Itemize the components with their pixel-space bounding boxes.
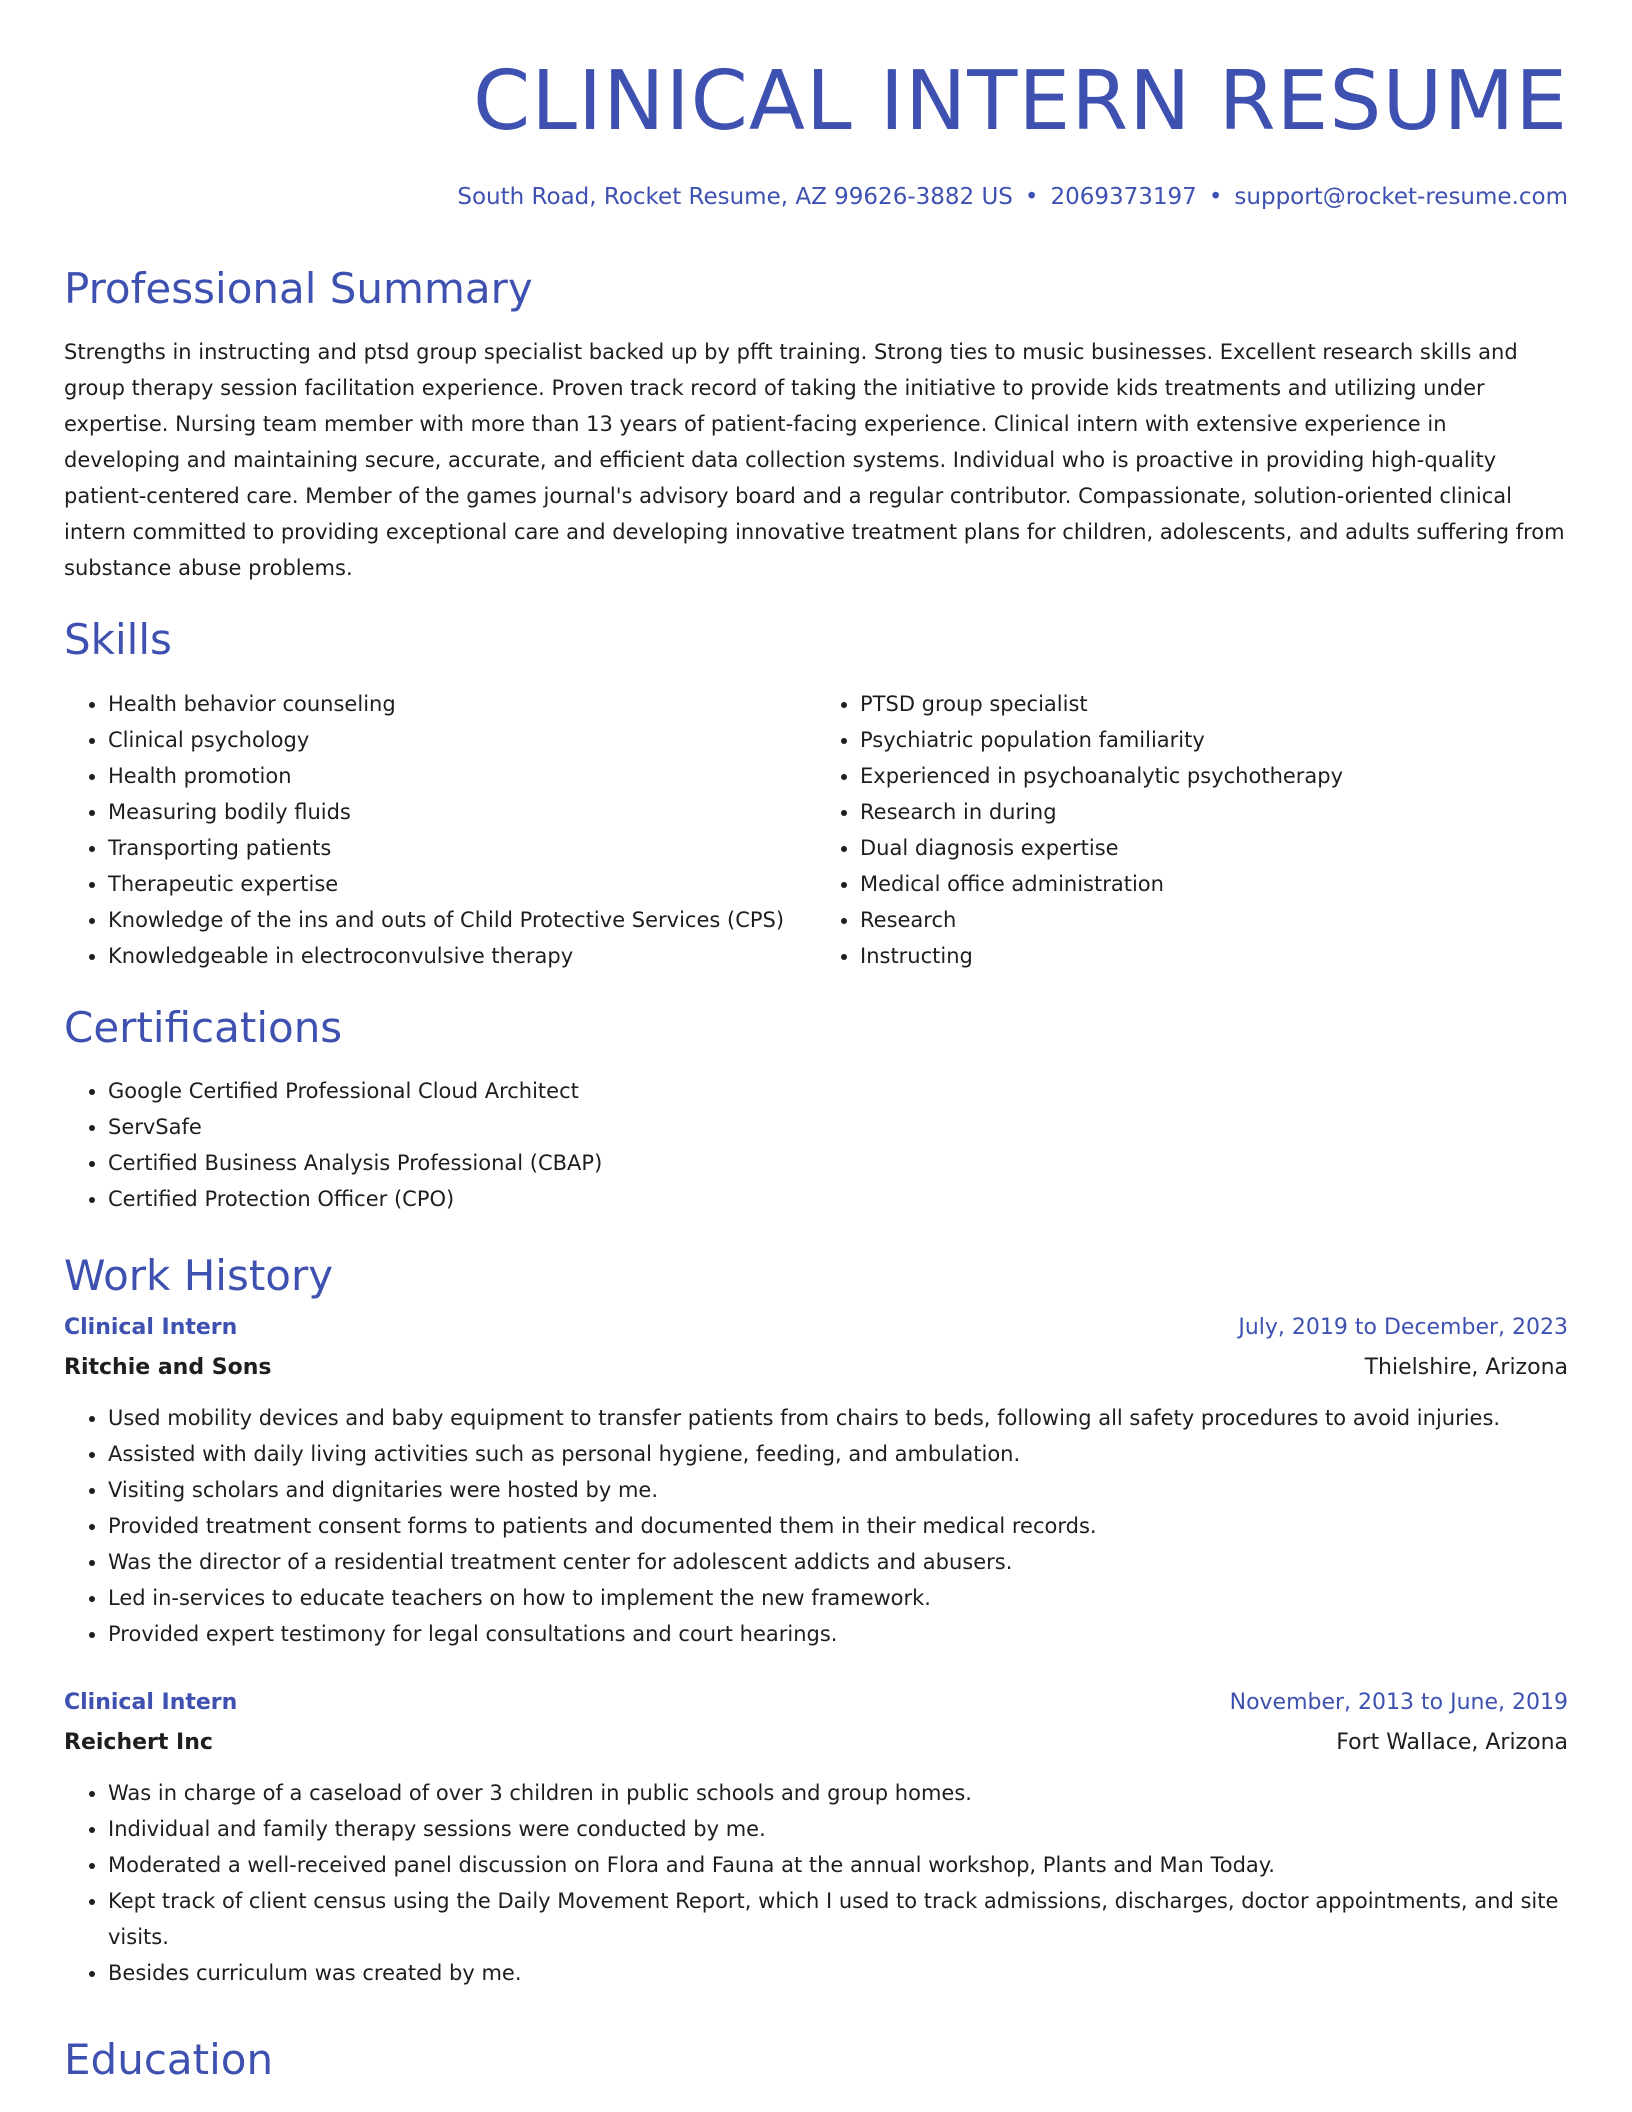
job-dates: November, 2013 to June, 2019 xyxy=(1229,1690,1568,1715)
contact-separator: • xyxy=(1024,184,1039,210)
job-bullet: • Individual and family therapy sessions were conducted by me. xyxy=(108,1811,1568,1847)
skill-item: • Knowledgeable in electroconvulsive therapy xyxy=(108,938,816,974)
skills-heading: Skills xyxy=(64,615,172,664)
skill-item: • Psychiatric population familiarity xyxy=(860,722,1568,758)
contact-separator: • xyxy=(1208,184,1223,210)
certifications-heading: Certifications xyxy=(64,1003,343,1052)
contact-address: South Road, Rocket Resume, AZ 99626-3882 US xyxy=(457,184,1013,210)
job-bullet: • Led in-services to educate teachers on how to implement the new framework. xyxy=(108,1580,1568,1616)
job-bullet: • Besides curriculum was created by me. xyxy=(108,1955,1568,1991)
job-bullet: • Assisted with daily living activities such as personal hygiene, feeding, and ambulation. xyxy=(108,1436,1568,1472)
job-location: Fort Wallace, Arizona xyxy=(1336,1730,1568,1755)
skills-list-right xyxy=(816,686,1568,974)
certifications-list xyxy=(64,1073,1568,1217)
skill-item: • Research in during xyxy=(860,794,1568,830)
skills-list-left xyxy=(64,686,816,974)
job-title-row xyxy=(64,1308,1568,1348)
certification-item: • ServSafe xyxy=(108,1109,1568,1145)
job-bullets xyxy=(64,1400,1568,1652)
skill-item: • Dual diagnosis expertise xyxy=(860,830,1568,866)
certification-item: • Google Certified Professional Cloud Architect xyxy=(108,1073,1568,1109)
job-bullets xyxy=(64,1775,1568,1991)
summary-heading: Professional Summary xyxy=(64,264,533,313)
job-bullet: • Provided expert testimony for legal consultations and court hearings. xyxy=(108,1616,1568,1652)
skill-item: • Research xyxy=(860,902,1568,938)
skill-item: • Health promotion xyxy=(108,758,816,794)
job-company-row xyxy=(64,1723,1568,1763)
job-entry xyxy=(64,1683,1568,1991)
skill-item: • PTSD group specialist xyxy=(860,686,1568,722)
summary-text: Strengths in instructing and ptsd group specialist backed up by pfft training. Strong ties to music businesses. Excellent research skills and group therapy session facilitation experience. Proven track record of taking the initiative to provide kids treatments and utilizing under expertise. Nursing team member with more than 13 years of patient-facing experience. Clinical intern with extensive experience in developing and maintaining secure, accurate, and efficient data collection systems. Individual who is proactive in providing high-quality patient-centered care. Member of the games journal's advisory board and a regular contributor. Compassionate, solution-oriented clinical intern committed to providing exceptional care and developing innovative treatment plans for children, adolescents, and adults suffering from substance abuse problems. xyxy=(64,340,1565,580)
job-title: Clinical Intern xyxy=(64,1315,238,1340)
certification-item: • Certified Business Analysis Professional (CBAP) xyxy=(108,1145,1568,1181)
job-dates: July, 2019 to December, 2023 xyxy=(1238,1315,1568,1340)
contact-phone[interactable]: 2069373197 xyxy=(1050,184,1197,210)
job-company: Reichert Inc xyxy=(64,1730,213,1755)
work-history-heading: Work History xyxy=(64,1251,334,1300)
job-bullet: • Kept track of client census using the Daily Movement Report, which I used to track admissions, discharges, doctor appointments, and site visits. xyxy=(108,1883,1568,1955)
job-location: Thielshire, Arizona xyxy=(1364,1355,1568,1380)
contact-line xyxy=(64,177,1568,217)
job-company-row xyxy=(64,1348,1568,1388)
skill-item: • Therapeutic expertise xyxy=(108,866,816,902)
job-bullet: • Used mobility devices and baby equipment to transfer patients from chairs to beds, following all safety procedures to avoid injuries. xyxy=(108,1400,1568,1436)
job-title: Clinical Intern xyxy=(64,1690,238,1715)
skill-item: • Knowledge of the ins and outs of Child Protective Services (CPS) xyxy=(108,902,816,938)
job-company: Ritchie and Sons xyxy=(64,1355,272,1380)
skill-item: • Medical office administration xyxy=(860,866,1568,902)
skill-item: • Measuring bodily fluids xyxy=(108,794,816,830)
skill-item: • Transporting patients xyxy=(108,830,816,866)
job-entry xyxy=(64,1308,1568,1652)
education-heading: Education xyxy=(64,2035,274,2084)
skill-item: • Experienced in psychoanalytic psychotherapy xyxy=(860,758,1568,794)
job-bullet: • Visiting scholars and dignitaries were hosted by me. xyxy=(108,1472,1568,1508)
job-title-row xyxy=(64,1683,1568,1723)
contact-email[interactable]: support@rocket-resume.com xyxy=(1234,184,1568,210)
skill-item: • Health behavior counseling xyxy=(108,686,816,722)
resume-title: CLINICAL INTERN RESUME xyxy=(473,54,1568,149)
skill-item: • Clinical psychology xyxy=(108,722,816,758)
skills-columns xyxy=(64,686,1568,974)
job-bullet: • Moderated a well-received panel discussion on Flora and Fauna at the annual workshop, Plants and Man Today. xyxy=(108,1847,1568,1883)
job-bullet: • Was in charge of a caseload of over 3 children in public schools and group homes. xyxy=(108,1775,1568,1811)
skill-item: • Instructing xyxy=(860,938,1568,974)
job-bullet: • Provided treatment consent forms to patients and documented them in their medical records. xyxy=(108,1508,1568,1544)
certification-item: • Certified Protection Officer (CPO) xyxy=(108,1181,1568,1217)
job-bullet: • Was the director of a residential treatment center for adolescent addicts and abusers. xyxy=(108,1544,1568,1580)
